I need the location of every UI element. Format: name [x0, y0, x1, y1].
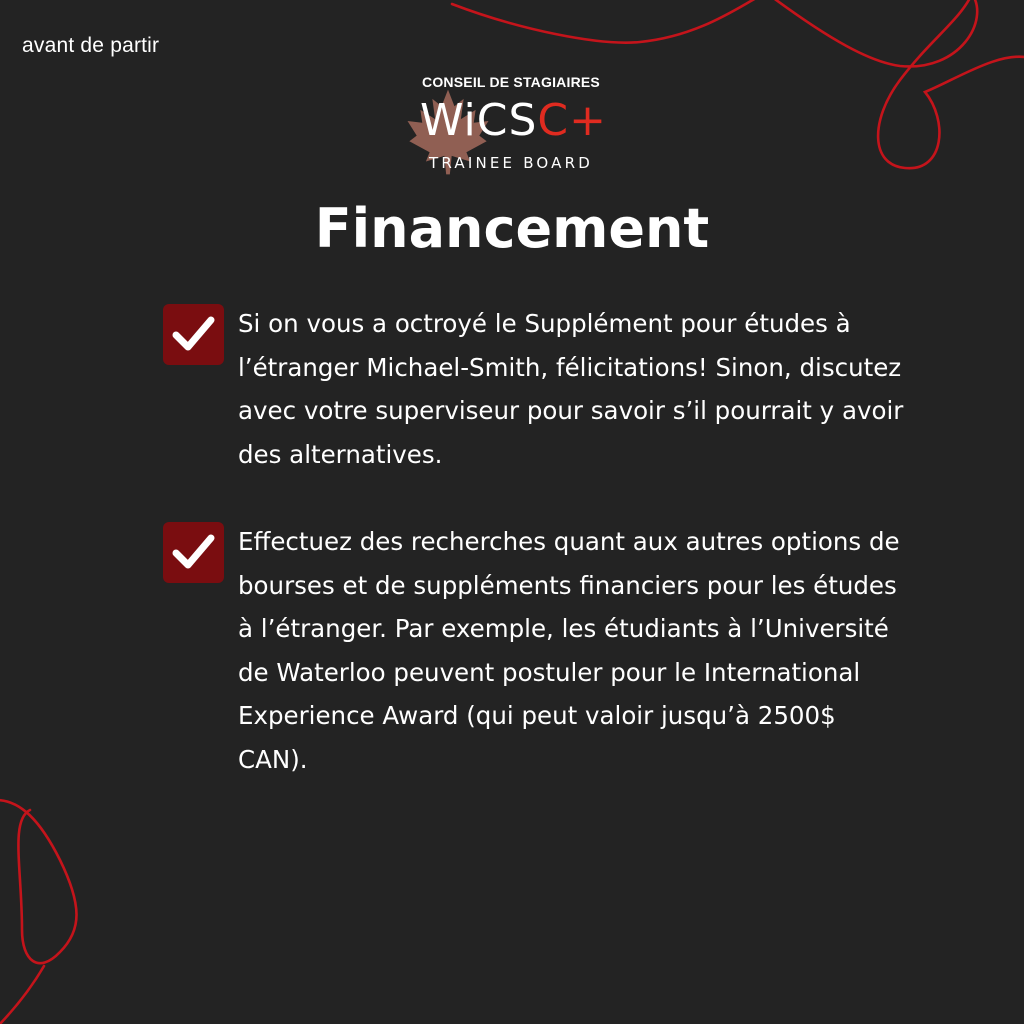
checkmark-icon: [163, 304, 224, 365]
checklist-item-text: Effectuez des recherches quant aux autres options de bourses et de suppléments financiers pour les études à l’étranger. Par exemple, les étudiants à l’Université de Waterloo peuvent postuler pour le International Experience Award (qui peut valoir jusqu’à 2500$ CAN).: [238, 527, 900, 774]
logo-top-line: CONSEIL DE STAGIAIRES: [422, 74, 600, 90]
right-loop-swirl: [768, 0, 1024, 168]
checkbox: [163, 304, 224, 365]
wicsc-logo: [396, 72, 626, 176]
checkmark-icon: [163, 522, 224, 583]
checklist-item-text: Si on vous a octroyé le Supplément pour études à l’étranger Michael-Smith, félicitations! Sinon, discutez avec votre superviseur pour savoir s’il pourrait y avoir des alternatives.: [238, 309, 904, 469]
top-right-swirl: [452, 0, 760, 43]
bottom-left-swirl: [0, 800, 77, 1024]
logo-word-red: C+: [537, 95, 608, 146]
page-title: Financement: [314, 197, 710, 260]
logo-bottom-line: TRAINEE BOARD: [428, 154, 593, 172]
checkbox: [163, 522, 224, 583]
logo-wordmark: [420, 96, 607, 146]
corner-label: avant de partir: [22, 34, 160, 57]
logo-word-white: WiCS: [420, 95, 538, 146]
